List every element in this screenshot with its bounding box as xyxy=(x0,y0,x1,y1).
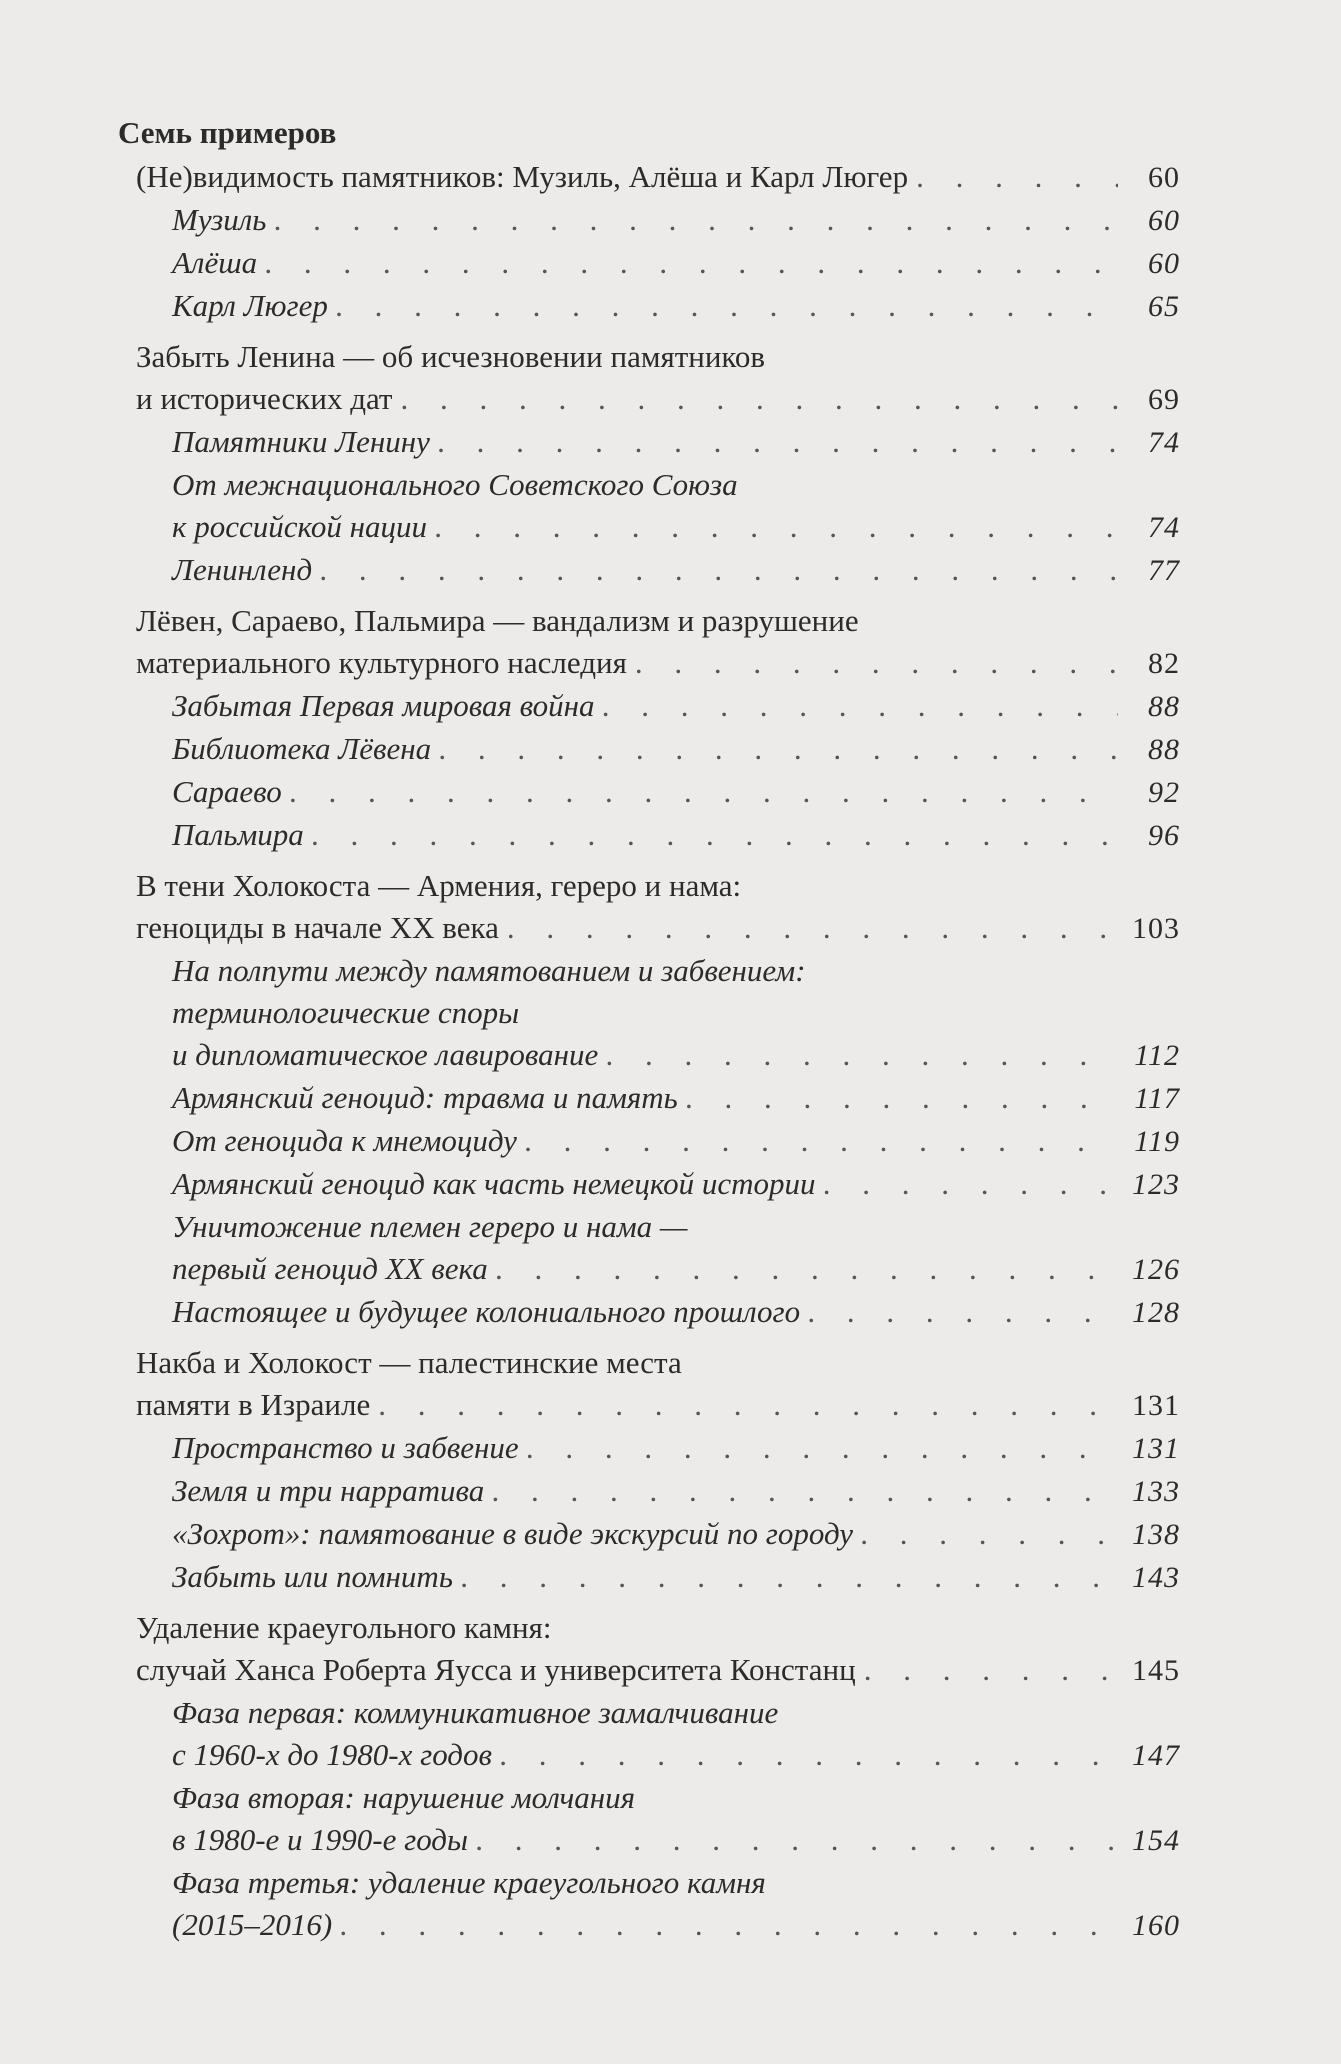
toc-subsection-entry xyxy=(118,285,1180,328)
toc-entry-title: Фаза третья: удаление краеугольного камня xyxy=(172,1865,766,1900)
page-number: 117 xyxy=(1134,1082,1180,1115)
page-number: 92 xyxy=(1148,776,1180,809)
page-number: 69 xyxy=(1148,383,1180,416)
toc-entry-title: памяти в Израиле xyxy=(136,1387,371,1422)
toc-entry-title: случай Ханса Роберта Яусса и университета Констанц xyxy=(136,1652,856,1687)
toc-subsection-entry xyxy=(118,771,1180,814)
page-number: 77 xyxy=(1148,554,1180,587)
toc-entry-line xyxy=(172,1291,1180,1334)
toc-entry-line xyxy=(172,992,1180,1034)
dot-leader xyxy=(340,1904,1118,1946)
toc-entry-line xyxy=(172,199,1180,242)
toc-entry-title: Уничтожение племен гереро и нама — xyxy=(172,1209,688,1244)
toc-entry-line xyxy=(136,1342,1180,1384)
page-number: 143 xyxy=(1132,1561,1180,1594)
toc-entry-line xyxy=(172,685,1180,728)
toc-entry-title: Земля и три нарратива xyxy=(172,1473,485,1508)
dot-leader xyxy=(265,242,1118,284)
page-number: 128 xyxy=(1132,1296,1180,1329)
toc-entry-line xyxy=(172,549,1180,592)
table-of-contents xyxy=(118,110,1180,1947)
toc-entry-title: терминологические споры xyxy=(172,995,520,1030)
toc-entry-line xyxy=(172,950,1180,992)
dot-leader xyxy=(438,421,1118,463)
toc-entry-line xyxy=(172,464,1180,506)
toc-subsection-entry xyxy=(118,1556,1180,1599)
toc-entry-line xyxy=(172,814,1180,857)
toc-subsection-entry xyxy=(118,199,1180,242)
toc-entry-title: (2015–2016) xyxy=(172,1907,333,1942)
dot-leader xyxy=(496,1248,1118,1290)
page-number: 133 xyxy=(1132,1475,1180,1508)
toc-entry-line xyxy=(136,378,1180,421)
toc-entry-title: Библиотека Лёвена xyxy=(172,731,432,766)
toc-entry-line xyxy=(172,1163,1180,1206)
toc-entry-line xyxy=(172,1206,1180,1248)
toc-entry-line xyxy=(136,156,1180,199)
toc-entry-title: Карл Люгер xyxy=(172,288,328,323)
toc-entry-title: В тени Холокоста — Армения, гереро и нама: xyxy=(136,868,742,903)
toc-subsection-entry xyxy=(118,1077,1180,1120)
toc-entry-line xyxy=(172,771,1180,814)
toc-entry-title: Удаление краеугольного камня: xyxy=(136,1610,552,1645)
toc-entry-line xyxy=(172,1513,1180,1556)
toc-entry-title: материального культурного наследия xyxy=(136,645,627,680)
toc-entry-line xyxy=(172,1904,1180,1947)
toc-entry-line xyxy=(136,600,1180,642)
section-title: Семь примеров xyxy=(118,115,337,150)
toc-entry-title: к российской нации xyxy=(172,509,427,544)
toc-entry-title: На полпути между памятованием и забвением: xyxy=(172,953,806,988)
toc-chapter-entry xyxy=(118,600,1180,685)
toc-entry-line xyxy=(172,1734,1180,1777)
dot-leader xyxy=(290,771,1118,813)
page-number: 131 xyxy=(1132,1389,1180,1422)
toc-entry-line xyxy=(136,1649,1180,1692)
toc-entry-line xyxy=(136,336,1180,378)
toc-entry-line xyxy=(136,1384,1180,1427)
toc-subsection-entry xyxy=(118,549,1180,592)
toc-entry-line xyxy=(172,1692,1180,1734)
page-number: 60 xyxy=(1148,161,1180,194)
toc-entry-line xyxy=(172,728,1180,771)
dot-leader xyxy=(606,1034,1118,1076)
dot-leader xyxy=(274,199,1118,241)
toc-chapter-entry xyxy=(118,865,1180,950)
page-number: 82 xyxy=(1148,647,1180,680)
page-number: 126 xyxy=(1132,1253,1180,1286)
toc-entry-title: в 1980-е и 1990-е годы xyxy=(172,1822,468,1857)
page-number: 60 xyxy=(1148,247,1180,280)
toc-entry-title: Фаза первая: коммуникативное замалчивание xyxy=(172,1695,779,1730)
toc-subsection-entry xyxy=(118,814,1180,857)
page-number: 65 xyxy=(1148,290,1180,323)
dot-leader xyxy=(378,1384,1118,1426)
dot-leader xyxy=(635,642,1118,684)
dot-leader xyxy=(336,285,1118,327)
toc-subsection-entry xyxy=(118,1692,1180,1777)
toc-entry-title: Армянский геноцид как часть немецкой истории xyxy=(172,1166,816,1201)
toc-subsection-entry xyxy=(118,421,1180,464)
page-number: 138 xyxy=(1132,1518,1180,1551)
dot-leader xyxy=(439,728,1118,770)
page-number: 74 xyxy=(1148,511,1180,544)
dot-leader xyxy=(916,156,1118,198)
page-number: 145 xyxy=(1132,1654,1180,1687)
toc-entry-title: Ленинленд xyxy=(172,552,313,587)
toc-subsection-entry xyxy=(118,728,1180,771)
toc-entry-line xyxy=(172,506,1180,549)
dot-leader xyxy=(525,1120,1118,1162)
toc-entry-line xyxy=(136,1607,1180,1649)
page-number: 154 xyxy=(1132,1824,1180,1857)
toc-entry-title: и дипломатическое лавирование xyxy=(172,1037,599,1072)
dot-leader xyxy=(603,685,1118,727)
dot-leader xyxy=(435,506,1118,548)
dot-leader xyxy=(400,378,1118,420)
toc-subsection-entry xyxy=(118,1862,1180,1947)
dot-leader xyxy=(500,1734,1118,1776)
toc-entry-title: Алёша xyxy=(172,245,258,280)
page-number: 123 xyxy=(1132,1168,1180,1201)
toc-chapter-entry xyxy=(118,1342,1180,1427)
dot-leader xyxy=(686,1077,1118,1119)
toc-entry-title: Памятники Ленину xyxy=(172,424,430,459)
dot-leader xyxy=(527,1427,1118,1469)
toc-entry-line xyxy=(172,421,1180,464)
toc-entry-title: с 1960-х до 1980-х годов xyxy=(172,1737,492,1772)
toc-chapter-entry xyxy=(118,336,1180,421)
toc-entry-title: «Зохрот»: памятование в виде экскурсий по городу xyxy=(172,1516,853,1551)
toc-entry-title: Армянский геноцид: травма и память xyxy=(172,1080,678,1115)
toc-entry-title: Забыть Ленина — об исчезновении памятников xyxy=(136,339,766,374)
toc-entry-title: Пространство и забвение xyxy=(172,1430,519,1465)
toc-entry-title: Фаза вторая: нарушение молчания xyxy=(172,1780,636,1815)
toc-entry-line xyxy=(172,1470,1180,1513)
dot-leader xyxy=(861,1513,1118,1555)
page-number: 88 xyxy=(1148,690,1180,723)
toc-chapter-entry xyxy=(118,156,1180,199)
page-number: 96 xyxy=(1148,819,1180,852)
page-number: 103 xyxy=(1132,912,1180,945)
dot-leader xyxy=(461,1556,1118,1598)
toc-subsection-entry xyxy=(118,1513,1180,1556)
toc-entry-title: Накба и Холокост — палестинские места xyxy=(136,1345,682,1380)
toc-subsection-entry xyxy=(118,1427,1180,1470)
toc-entries xyxy=(118,156,1180,1947)
toc-entry-line xyxy=(172,1077,1180,1120)
toc-subsection-entry xyxy=(118,950,1180,1077)
toc-entry-line xyxy=(172,1427,1180,1470)
toc-entry-line xyxy=(172,242,1180,285)
toc-entry-line xyxy=(136,907,1180,950)
toc-subsection-entry xyxy=(118,1163,1180,1206)
toc-entry-line xyxy=(172,1034,1180,1077)
toc-subsection-entry xyxy=(118,1777,1180,1862)
toc-entry-title: и исторических дат xyxy=(136,381,393,416)
toc-entry-line xyxy=(172,1556,1180,1599)
toc-entry-title: Настоящее и будущее колониального прошлого xyxy=(172,1294,801,1329)
toc-entry-title: первый геноцид XX века xyxy=(172,1251,488,1286)
toc-entry-line xyxy=(172,1777,1180,1819)
page-number: 160 xyxy=(1132,1909,1180,1942)
dot-leader xyxy=(864,1649,1118,1691)
toc-entry-line xyxy=(172,1862,1180,1904)
toc-entry-title: Сараево xyxy=(172,774,282,809)
dot-leader xyxy=(320,549,1118,591)
toc-entry-title: Лёвен, Сараево, Пальмира — вандализм и разрушение xyxy=(136,603,859,638)
toc-subsection-entry xyxy=(118,1120,1180,1163)
toc-subsection-entry xyxy=(118,242,1180,285)
toc-entry-title: От межнационального Советского Союза xyxy=(172,467,738,502)
toc-subsection-entry xyxy=(118,464,1180,549)
toc-entry-line xyxy=(136,642,1180,685)
page-number: 74 xyxy=(1148,426,1180,459)
toc-entry-title: Музиль xyxy=(172,202,267,237)
page-number: 147 xyxy=(1132,1739,1180,1772)
toc-subsection-entry xyxy=(118,1470,1180,1513)
toc-entry-title: Забытая Первая мировая война xyxy=(172,688,595,723)
dot-leader xyxy=(476,1819,1118,1861)
dot-leader xyxy=(492,1470,1118,1512)
dot-leader xyxy=(312,814,1118,856)
page-number: 60 xyxy=(1148,204,1180,237)
toc-entry-title: (Не)видимость памятников: Музиль, Алёша и Карл Люгер xyxy=(136,159,909,194)
toc-entry-line xyxy=(172,1120,1180,1163)
toc-entry-title: Забыть или помнить xyxy=(172,1559,453,1594)
toc-subsection-entry xyxy=(118,685,1180,728)
toc-entry-title: Пальмира xyxy=(172,817,304,852)
toc-subsection-entry xyxy=(118,1291,1180,1334)
toc-entry-line xyxy=(172,285,1180,328)
dot-leader xyxy=(808,1291,1118,1333)
toc-entry-line xyxy=(172,1248,1180,1291)
page-number: 112 xyxy=(1134,1039,1180,1072)
dot-leader xyxy=(507,907,1118,949)
toc-entry-line xyxy=(172,1819,1180,1862)
toc-entry-title: геноциды в начале XX века xyxy=(136,910,499,945)
toc-subsection-entry xyxy=(118,1206,1180,1291)
page-number: 119 xyxy=(1134,1125,1180,1158)
page-number: 88 xyxy=(1148,733,1180,766)
toc-entry-title: От геноцида к мнемоциду xyxy=(172,1123,517,1158)
page-number: 131 xyxy=(1132,1432,1180,1465)
toc-entry-line xyxy=(136,865,1180,907)
toc-chapter-entry xyxy=(118,1607,1180,1692)
dot-leader xyxy=(824,1163,1118,1205)
